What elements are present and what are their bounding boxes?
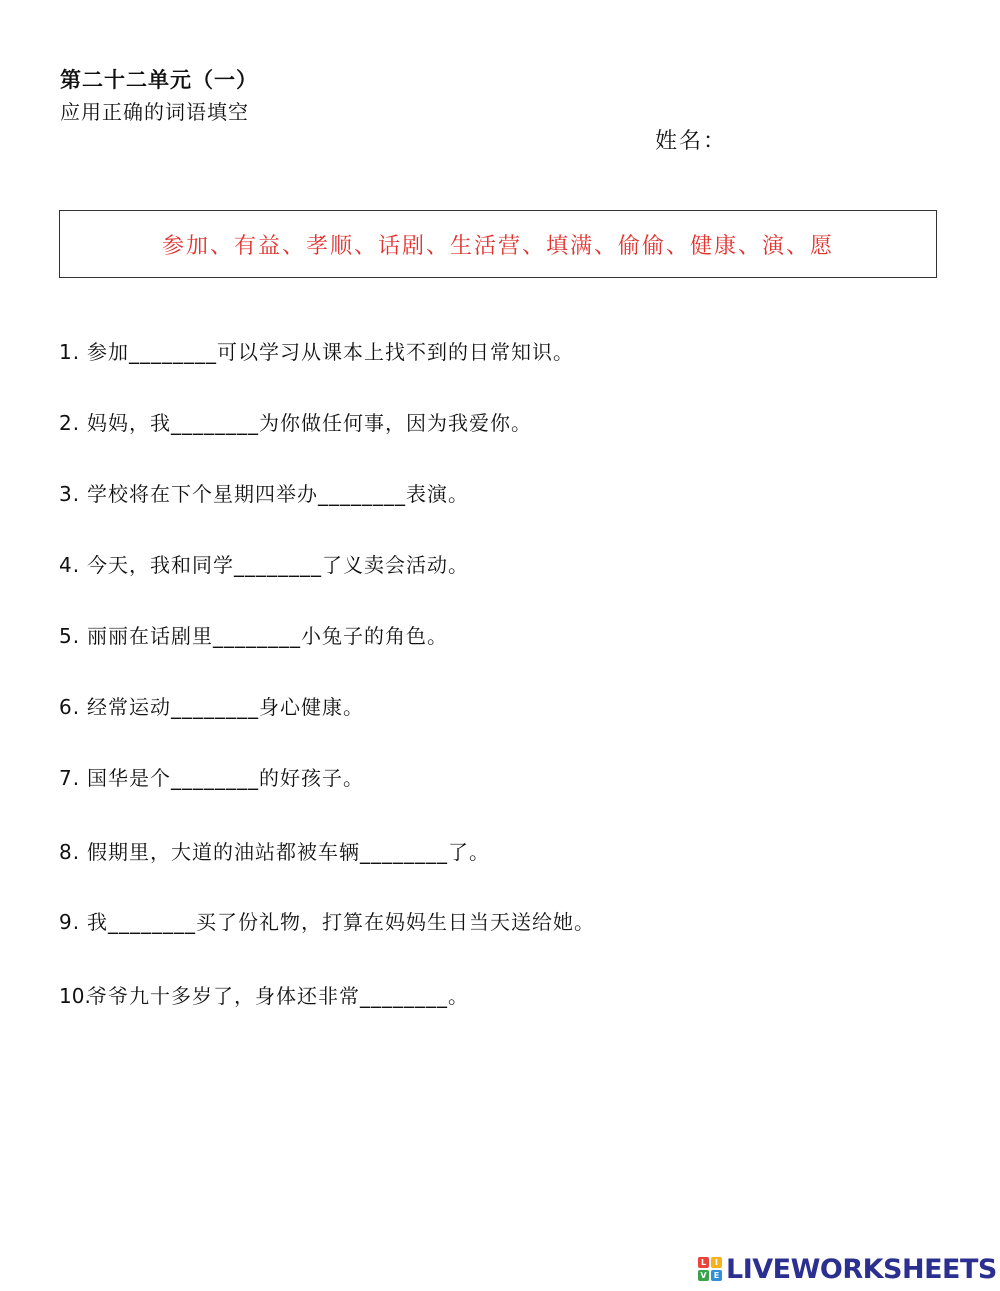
answer-blank[interactable]: ________ — [318, 482, 406, 506]
logo-cube-l: L — [698, 1257, 709, 1268]
question-number: 4. — [59, 553, 81, 577]
question-text-before: 我 — [87, 910, 108, 934]
question-text-after: 为你做任何事，因为我爱你。 — [259, 411, 532, 435]
logo-cube-v: V — [698, 1270, 709, 1281]
liveworksheets-logo[interactable] — [698, 1252, 997, 1286]
answer-blank[interactable]: ________ — [234, 553, 322, 577]
question-text-after: 买了份礼物，打算在妈妈生日当天送给她。 — [196, 910, 595, 934]
question-number: 2. — [59, 411, 81, 435]
question-number: 3. — [59, 482, 81, 506]
question-text-after: 小兔子的角色。 — [301, 624, 448, 648]
answer-blank[interactable]: ________ — [360, 840, 448, 864]
question-number: 9. — [59, 910, 81, 934]
question-text-after: 。 — [448, 984, 469, 1008]
question-row-6 — [59, 691, 364, 720]
question-number: 5. — [59, 624, 81, 648]
question-text-before: 学校将在下个星期四举办 — [87, 482, 318, 506]
question-number: 10. — [59, 984, 91, 1008]
question-row-7 — [59, 762, 364, 791]
question-text-before: 妈妈，我 — [87, 411, 171, 435]
answer-blank[interactable]: ________ — [108, 910, 196, 934]
question-text-before: 丽丽在话剧里 — [87, 624, 213, 648]
logo-text: LIVEWORKSHEETS — [726, 1253, 997, 1285]
question-number: 6. — [59, 695, 81, 719]
question-row-8 — [59, 836, 490, 865]
question-number: 7. — [59, 766, 81, 790]
question-text-after: 可以学习从课本上找不到的日常知识。 — [217, 340, 574, 364]
word-bank-text: 参加、有益、孝顺、话剧、生活营、填满、偷偷、健康、演、愿 — [161, 233, 834, 259]
question-row-9 — [59, 906, 595, 935]
answer-blank[interactable]: ________ — [360, 984, 448, 1008]
word-bank-box — [59, 210, 937, 278]
name-label: 姓名： — [655, 129, 728, 154]
logo-cube-i: I — [711, 1257, 722, 1268]
question-text-before: 假期里，大道的油站都被车辆 — [87, 840, 360, 864]
question-text-before: 国华是个 — [87, 766, 171, 790]
question-row-5 — [59, 620, 448, 649]
question-row-2 — [59, 407, 532, 436]
question-text-after: 表演。 — [406, 482, 469, 506]
question-text-after: 的好孩子。 — [259, 766, 364, 790]
question-text-before: 参加 — [87, 340, 129, 364]
instruction-subtitle: 应用正确的词语填空 — [60, 100, 249, 124]
question-text-after: 了义卖会活动。 — [322, 553, 469, 577]
question-row-10 — [59, 980, 469, 1009]
answer-blank[interactable]: ________ — [171, 411, 259, 435]
unit-title: 第二十二单元（一） — [60, 68, 258, 92]
question-text-after: 了。 — [448, 840, 490, 864]
logo-cube-e: E — [711, 1270, 722, 1281]
answer-blank[interactable]: ________ — [213, 624, 301, 648]
question-row-3 — [59, 478, 469, 507]
answer-blank[interactable]: ________ — [171, 766, 259, 790]
question-text-before: 经常运动 — [87, 695, 171, 719]
question-row-1 — [59, 336, 574, 365]
question-number: 1. — [59, 340, 81, 364]
question-row-4 — [59, 549, 469, 578]
answer-blank[interactable]: ________ — [171, 695, 259, 719]
question-text-before: 爷爷九十多岁了，身体还非常 — [87, 984, 360, 1008]
question-number: 8. — [59, 840, 81, 864]
question-text-before: 今天，我和同学 — [87, 553, 234, 577]
question-text-after: 身心健康。 — [259, 695, 364, 719]
logo-cubes-icon — [698, 1257, 722, 1281]
answer-blank[interactable]: ________ — [129, 340, 217, 364]
